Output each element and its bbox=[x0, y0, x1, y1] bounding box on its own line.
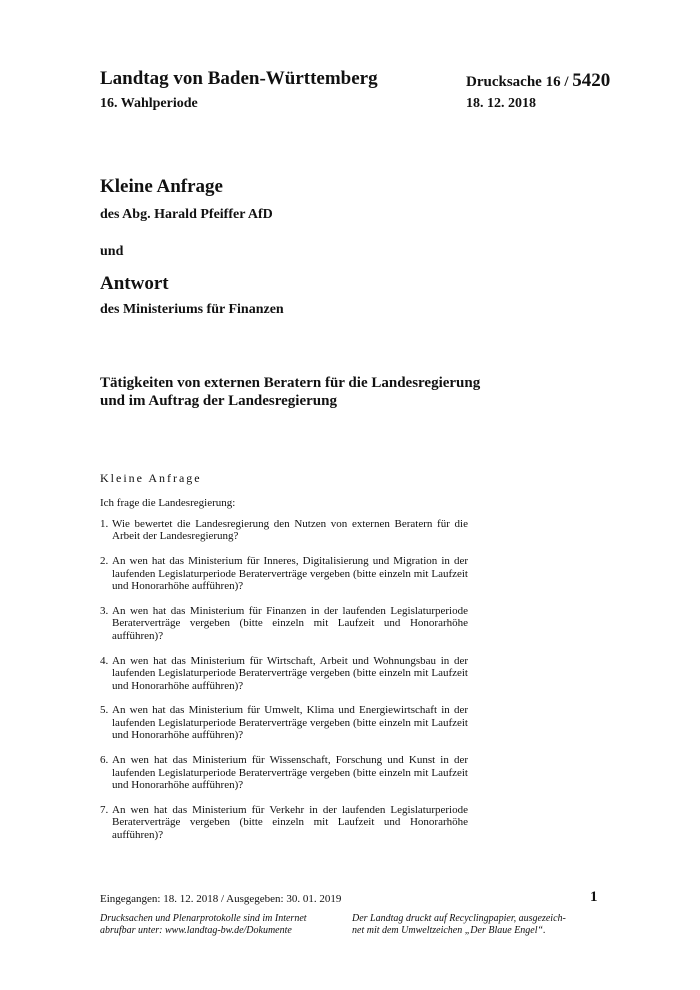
footer-right-line-2: net mit dem Umweltzeichen „Der Blaue Engel“. bbox=[352, 925, 546, 936]
title-kleine-anfrage: Kleine Anfrage bbox=[100, 176, 223, 197]
question-list bbox=[100, 518, 468, 854]
footer-left-line-2: abrufbar unter: www.landtag-bw.de/Dokumente bbox=[100, 925, 292, 936]
question-text: An wen hat das Ministerium für Inneres, Digitalisierung und Migration in der laufenden Legislaturperiode Beraterverträge vergeben (bitte einzeln mit Laufzeit und Honorarhöhe aufführen)? bbox=[112, 555, 468, 593]
question-number: 2. bbox=[100, 555, 109, 568]
question-text: An wen hat das Ministerium für Wissenschaft, Forschung und Kunst in der laufenden Legislaturperiode Beraterverträge vergeben (bitte einzeln mit Laufzeit und Honorarhöhe aufführen)? bbox=[112, 754, 468, 791]
title-author: des Abg. Harald Pfeiffer AfD bbox=[100, 207, 273, 222]
question-text: An wen hat das Ministerium für Wirtschaft, Arbeit und Wohnungsbau in der laufenden Legislaturperiode Beraterverträge vergeben (bitte einzeln mit Laufzeit und Honorarhöhe aufführen)? bbox=[112, 654, 468, 692]
title-und: und bbox=[100, 244, 124, 259]
question-item bbox=[100, 754, 468, 791]
title-ministry: des Ministeriums für Finanzen bbox=[100, 302, 284, 317]
footer-recycling-note bbox=[352, 913, 582, 937]
footer-internet-note bbox=[100, 913, 335, 937]
question-item bbox=[100, 655, 468, 692]
question-item bbox=[100, 555, 468, 592]
question-item bbox=[100, 804, 468, 841]
wahlperiode: 16. Wahlperiode bbox=[100, 96, 198, 111]
section-intro: Ich frage die Landesregierung: bbox=[100, 497, 236, 509]
drucksache-number bbox=[466, 70, 610, 92]
received-issued-dates: Eingegangen: 18. 12. 2018 / Ausgegeben: 30. 01. 2019 bbox=[100, 893, 342, 905]
document-date: 18. 12. 2018 bbox=[466, 96, 536, 111]
footer-left-line-1: Drucksachen und Plenarprotokolle sind im Internet bbox=[100, 913, 307, 924]
question-text: An wen hat das Ministerium für Finanzen in der laufenden Legislaturperiode Beraterverträge vergeben (bitte einzeln mit Laufzeit und Honorarhöhe aufführen)? bbox=[112, 605, 468, 642]
title-antwort: Antwort bbox=[100, 273, 169, 294]
footer-right-line-1: Der Landtag druckt auf Recyclingpapier, ausgezeich- bbox=[352, 913, 566, 924]
subject-line-1: Tätigkeiten von externen Beratern für die Landesregierung bbox=[100, 375, 481, 391]
drucksache-label: Drucksache 16 / bbox=[466, 74, 573, 90]
question-number: 6. bbox=[100, 754, 109, 767]
question-number: 4. bbox=[100, 654, 109, 667]
question-item bbox=[100, 605, 468, 642]
question-text: Wie bewertet die Landesregierung den Nutzen von externen Beratern für die Arbeit der Landesregierung? bbox=[112, 518, 468, 543]
subject-line-2: und im Auftrag der Landesregierung bbox=[100, 393, 337, 409]
question-number: 1. bbox=[100, 518, 109, 530]
question-number: 5. bbox=[100, 704, 109, 717]
page-number: 1 bbox=[590, 889, 598, 905]
question-item bbox=[100, 704, 468, 741]
question-text: An wen hat das Ministerium für Verkehr in der laufenden Legislaturperiode Beraterverträge vergeben (bitte einzeln mit Laufzeit und Honorarhöhe aufführen)? bbox=[112, 803, 468, 841]
subject-heading bbox=[100, 374, 500, 410]
question-number: 3. bbox=[100, 605, 109, 618]
question-item bbox=[100, 518, 468, 543]
parliament-name: Landtag von Baden-Württemberg bbox=[100, 68, 378, 89]
section-heading: Kleine Anfrage bbox=[100, 471, 202, 485]
question-text: An wen hat das Ministerium für Umwelt, Klima und Energiewirtschaft in der laufenden Legislaturperiode Beraterverträge vergeben (bitte einzeln mit Laufzeit und Honorarhöhe aufführen)? bbox=[112, 704, 468, 742]
question-number: 7. bbox=[100, 803, 109, 816]
drucksache-num: 5420 bbox=[572, 70, 611, 91]
